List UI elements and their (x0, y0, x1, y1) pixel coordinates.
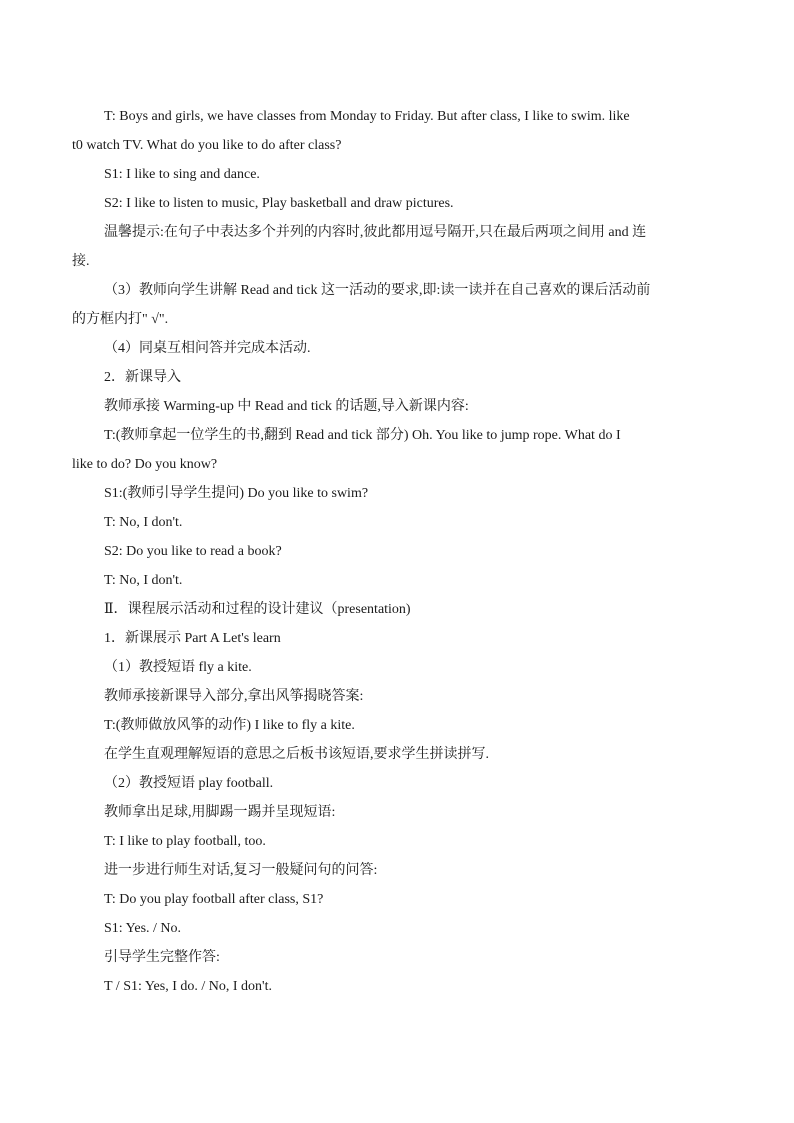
football-reveal: 教师拿出足球,用脚踢一踢并呈现短语: (104, 805, 336, 820)
tip-line2: 接. (72, 254, 90, 269)
teacher-football-line: T: I like to play football, too. (104, 834, 266, 849)
kite-reveal: 教师承接新课导入部分,拿出风筝揭晓答案: (104, 689, 364, 704)
teacher-answer-2: T: No, I don't. (104, 573, 183, 588)
step3-line1: （3）教师向学生讲解 Read and tick 这一活动的要求,即:读一读并在自己喜欢的课后活动前 (104, 283, 651, 298)
step3-line2: 的方框内打" √". (72, 312, 169, 327)
step2-play-football: （2）教授短语 play football. (104, 776, 274, 791)
teacher-book-line1: T:(教师拿起一位学生的书,翻到 Read and tick 部分) Oh. You like to jump rope. What do I (104, 428, 621, 443)
step1-fly-kite: （1）教授短语 fly a kite. (104, 660, 252, 675)
section-new-lesson-intro: 2．新课导入 (104, 370, 181, 385)
dialog-review: 进一步进行师生对话,复习一般疑问句的问答: (104, 863, 378, 878)
student1-question: S1:(教师引导学生提问) Do you like to swim? (104, 486, 369, 501)
student1-yes-no: S1: Yes. / No. (104, 921, 182, 936)
subsection-lets-learn: 1．新课展示 Part A Let's learn (104, 631, 281, 646)
student2-reply: S2: I like to listen to music, Play basketball and draw pictures. (104, 196, 454, 211)
teacher-book-line2: like to do? Do you know? (72, 457, 218, 472)
intro-paragraph: 教师承接 Warming-up 中 Read and tick 的话题,导入新课内容: (104, 399, 469, 414)
student2-question: S2: Do you like to read a book? (104, 544, 282, 559)
section-presentation-heading: Ⅱ．课程展示活动和过程的设计建议（presentation) (104, 602, 411, 617)
teacher-football-question: T: Do you play football after class, S1? (104, 892, 324, 907)
step4: （4）同桌互相问答并完成本活动. (104, 341, 311, 356)
student1-reply: S1: I like to sing and dance. (104, 167, 260, 182)
tip-line1: 温馨提示:在句子中表达多个并列的内容时,彼此都用逗号隔开,只在最后两项之间用 and 连 (104, 225, 647, 240)
paragraph-teacher-intro-line2: t0 watch TV. What do you like to do after class? (72, 138, 342, 153)
full-answer-example: T / S1: Yes, I do. / No, I don't. (104, 979, 272, 994)
teacher-answer-1: T: No, I don't. (104, 515, 183, 530)
teacher-kite-line: T:(教师做放风筝的动作) I like to fly a kite. (104, 718, 355, 733)
paragraph-teacher-intro-line1 (104, 108, 718, 126)
kite-board-writing: 在学生直观理解短语的意思之后板书该短语,要求学生拼读拼写. (104, 747, 489, 762)
complete-answer-guide: 引导学生完整作答: (104, 950, 220, 965)
text-line: T: Boys and girls, we have classes from Monday to Friday. But after class, I like to swim. like (104, 109, 630, 124)
